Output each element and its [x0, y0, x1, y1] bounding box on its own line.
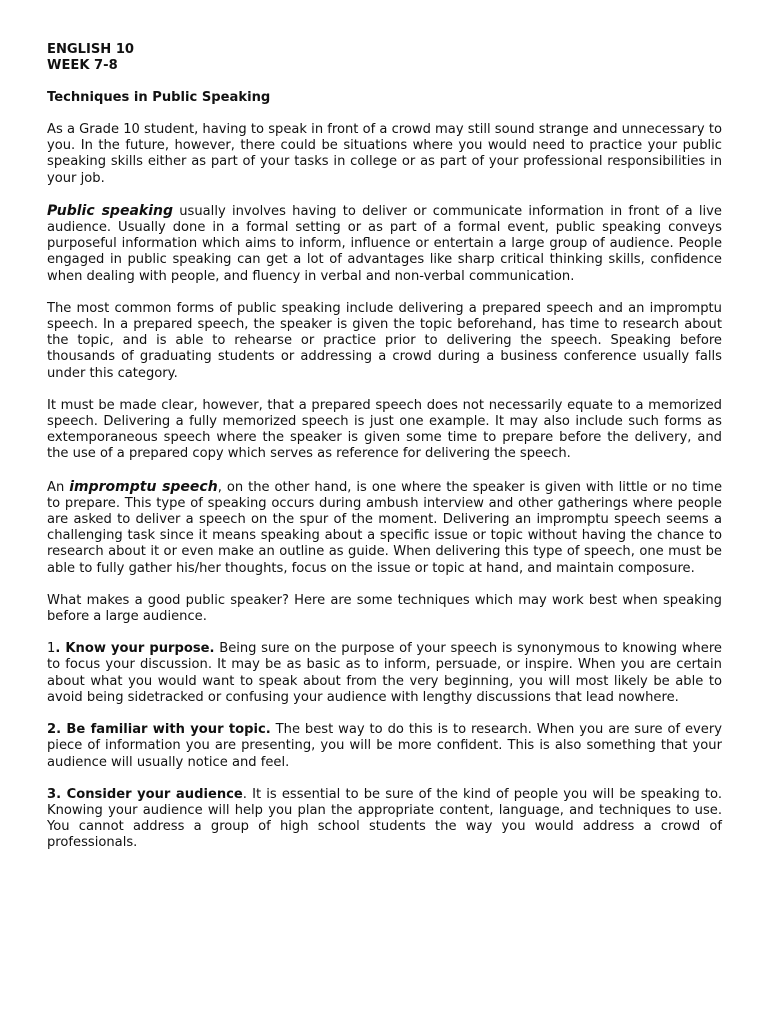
technique-3 — [47, 787, 722, 852]
question-paragraph: What makes a good public speaker? Here are some techniques which may work best when speaking before a large audience. — [47, 592, 722, 625]
public-speaking-text: usually involves having to deliver or communicate information in front of a live audience. Usually done in a formal setting or as part of a formal event, public speaking conveys purposeful information which aims to inform, influence or entertain a large group of audience. People engaged in public speaking can get a lot of advantages like sharp critical thinking skills, confidence when dealing with people, and fluency in verbal and non-verbal communication. — [47, 203, 722, 284]
impromptu-paragraph — [47, 479, 722, 577]
technique-number: 1 — [47, 641, 56, 657]
technique-number: 3 — [47, 786, 57, 802]
intro-paragraph: As a Grade 10 student, having to speak in front of a crowd may still sound strange and unnecessary to you. In the future, however, there could be situations where you would need to practice your public speaking skills either as part of your tasks in college or as part of your professional responsibilities in your job. — [47, 122, 722, 186]
technique-heading: . Know your purpose. — [55, 641, 215, 657]
week-label: WEEK 7-8 — [47, 58, 118, 73]
memorized-paragraph: It must be made clear, however, that a prepared speech does not necessarily equate to a memorized speech. Delivering a fully memorized speech is just one example. It may also include such forms as extemporaneous speech where the speaker is given some time to prepare before the delivery, and the use of a prepared copy which serves as reference for delivering the speech. — [47, 397, 722, 462]
technique-text: The best way to do this is to research. When you are sure of every piece of information you are presenting, you will be more confident. This is also something that your audience will usually notice and feel. — [47, 722, 722, 770]
common-forms-paragraph: The most common forms of public speaking include delivering a prepared speech and an impromptu speech. In a prepared speech, the speaker is given the topic beforehand, has time to research about the topic, and is able to rehearse or practice prior to delivering the speech. Speaking before thousands of graduating students or addressing a crowd during a business conference usually falls under this category. — [47, 300, 722, 381]
technique-number: 2 — [47, 722, 57, 738]
impromptu-text: , on the other hand, is one where the speaker is given with little or no time to prepare. This type of speaking occurs during ambush interview and other gatherings where people are asked to deliver a speech on the spur of the moment. Delivering an impromptu speech seems a challenging task since it means speaking about a specific issue or topic without having the chance to research about it or even make an outline as guide. When delivering this type of speech, one must be able to fully gather his/her thoughts, focus on the issue or topic at hand, and maintain composure. — [47, 479, 722, 576]
document-page — [47, 42, 722, 852]
document-title: Techniques in Public Speaking — [47, 90, 271, 105]
public-speaking-paragraph — [47, 203, 722, 285]
technique-text: Being sure on the purpose of your speech is synonymous to knowing where to focus your discussion. It may be as basic as to inform, persuade, or inspire. When you are certain about what you would want to speak about from the very beginning, you will most likely be able to avoid being sidetracked or confusing your audience with lengthy discussions that lead nowhere. — [47, 641, 722, 705]
technique-text: . It is essential to be sure of the kind of people you will be speaking to. Knowing your audience will help you plan the appropriate content, language, and techniques to use. You cannot address a group of high school students the way you would address a crowd of professionals. — [47, 786, 722, 851]
impromptu-lead: An — [47, 479, 70, 495]
technique-1 — [47, 641, 722, 706]
impromptu-term: impromptu speech — [69, 478, 218, 495]
technique-heading: . Consider your audience — [56, 786, 243, 802]
technique-heading: . Be familiar with your topic. — [56, 722, 271, 738]
technique-2 — [47, 722, 722, 771]
course-label: ENGLISH 10 — [47, 42, 135, 57]
public-speaking-term: Public speaking — [47, 202, 173, 219]
